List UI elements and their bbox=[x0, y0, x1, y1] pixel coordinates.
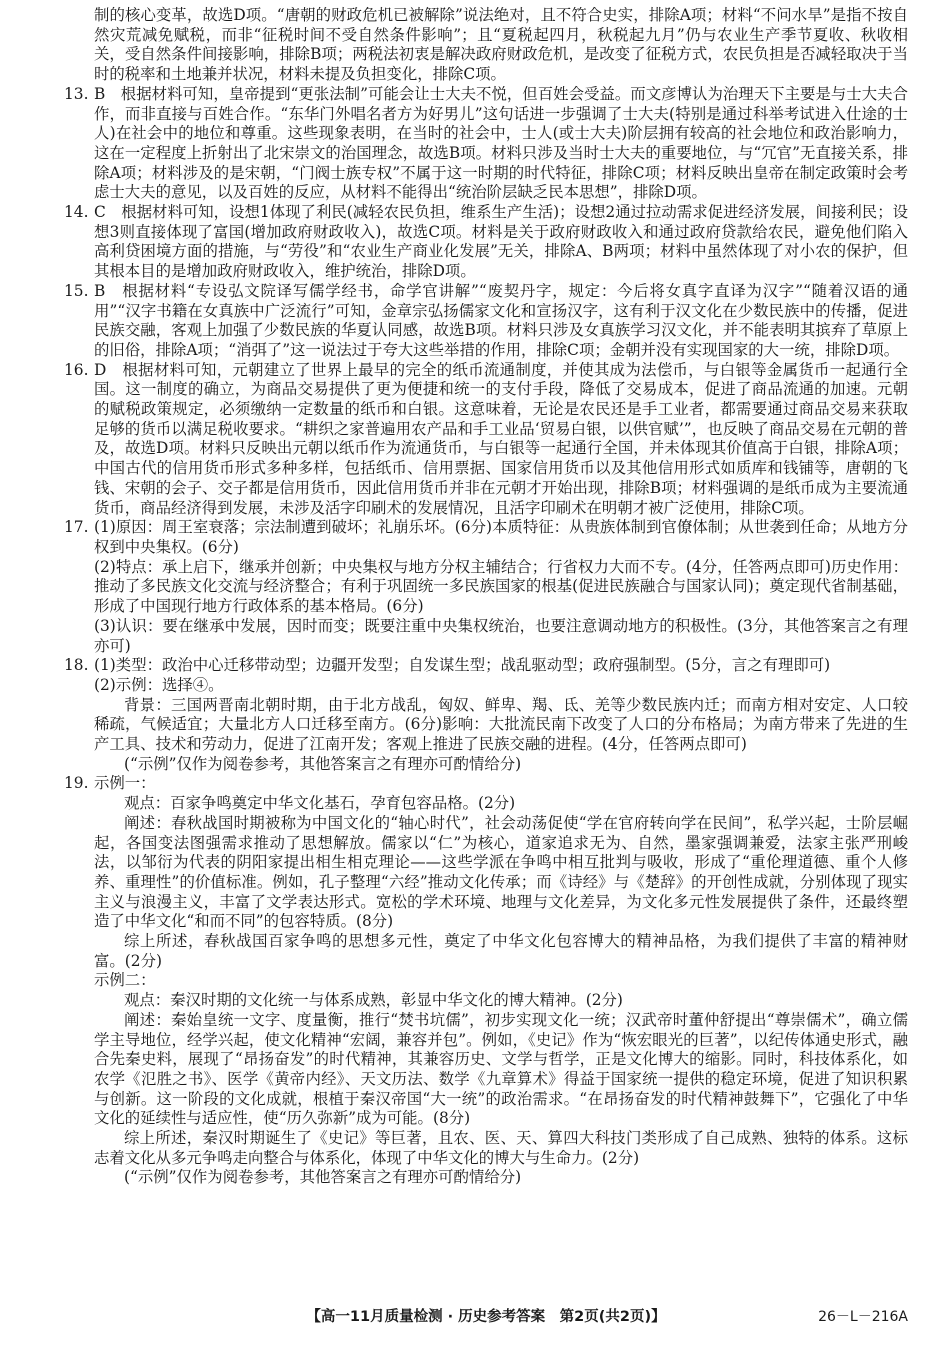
answer-paragraph bbox=[64, 1168, 908, 1188]
answer-paragraph bbox=[64, 991, 908, 1011]
question-number: 13. bbox=[64, 84, 89, 103]
answer-item bbox=[64, 85, 908, 203]
paragraph-text: (2)特点：承上启下，继承并创新；中央集权与地方分权主辅结合；行省权力大而不专。(4分，任答两点即可)历史作用：推动了多民族文化交流与经济整合；有利于巩固统一多民族国家的根基(促进民族融合与国家认同)；奠定现代省制基础，形成了中国现行地方行政体系的基本格局。(6分) bbox=[94, 557, 908, 616]
paragraph-text: 阐述：秦始皇统一文字、度量衡，推行“焚书坑儒”，初步实现文化一统；汉武帝时董仲舒提出“尊崇儒术”，确立儒学主导地位，经学兴起，使文化精神“宏阔，兼容并包”。例如，《史记》作为“恢宏眼光的巨著”，以纪传体通史形式，融合先秦史料，展现了“昂扬奋发”的时代精神，其兼容历史、文学与哲学，正是文化博大的缩影。同时，科技体系化，如农学《氾胜之书》、医学《黄帝内经》、天文历法、数学《九章算术》得益于国家统一提供的稳定环境，促进了知识积累与创新。这一阶段的文化成就，根植于秦汉帝国“大一统”的政治需求。“在昂扬奋发的时代精神鼓舞下”，它强化了中华文化的延续性与适应性，使“历久弥新”成为可能。(8分) bbox=[94, 1010, 908, 1128]
answer-paragraph bbox=[64, 794, 908, 814]
answer-paragraph bbox=[64, 6, 908, 85]
answer-paragraph bbox=[64, 558, 908, 617]
paragraph-text: 观点：百家争鸣奠定中华文化基石，孕育包容品格。(2分) bbox=[124, 794, 516, 813]
paragraph-text: B 根据材料“专设弘文院译写儒学经书，命学官讲解”“废契丹字，规定：今后将女真字直译为汉字”“随着汉语的通用”“汉字书籍在女真族中广泛流行”可知，金章宗弘扬儒家文化和宣扬汉字，这有利于汉文化在少数民族中的传播，促进民族交融，客观上加强了少数民族的华夏认同感，故选B项。材料只涉及女真族学习汉文化，并不能表明其摈弃了草原上的旧俗，排除A项；“消弭了”这一说法过于夸大这些举措的作用，排除C项；金朝并没有实现国家的大一统，排除D项。 bbox=[94, 281, 908, 359]
answer-paragraph bbox=[64, 755, 908, 775]
paragraph-text: 综上所述，春秋战国百家争鸣的思想多元性，奠定了中华文化包容博大的精神品格，为我们提供了丰富的精神财富。(2分) bbox=[94, 932, 908, 970]
question-number: 15. bbox=[64, 281, 89, 300]
document-code: 26－L－216A bbox=[818, 1309, 908, 1325]
paragraph-text: 制的核心变革，故选D项。“唐朝的财政危机已被解除”说法绝对，且不符合史实，排除A项；材料“不问水旱”是指不按自然灾荒减免赋税，而非“征税时间不受自然条件影响”；且“夏税起四月，秋税起九月”仍与农业生产季节夏收、秋收相关，受自然条件间接影响，排除B项；两税法初衷是解决政府财政危机，是改变了征税方式，农民负担是否减轻取决于当时的税率和土地兼并状况，材料未提及负担变化，排除C项。 bbox=[94, 6, 908, 84]
answer-paragraph bbox=[64, 1129, 908, 1168]
paragraph-text: (2)示例：选择④。 bbox=[94, 675, 224, 694]
answer-item bbox=[64, 282, 908, 361]
paragraph-text: B 根据材料可知，皇帝提到“更张法制”可能会让士大夫不悦，但百姓会受益。而文彦博认为治理天下主要是与士大夫合作，而非直接与百姓合作。“东华门外唱名者方为好男儿”这句话进一步强调了士大夫(特别是通过科举考试进入仕途的士人)在社会中的地位和尊重。这些现象表明，在当时的社会中，士人(或士大夫)阶层拥有较高的社会地位和政治影响力，这在一定程度上折射出了北宋崇文的治国理念，故选B项。材料只涉及当时士大夫的重要地位，与“冗官”无直接关系，排除A项；材料涉及的是宋朝，“门阀士族专权”不属于这一时期的时代特征，排除C项；材料反映出皇帝在制定政策时会考虑士大夫的意见，以及百姓的反应，从材料不能得出“统治阶层缺乏民本思想”，排除D项。 bbox=[94, 84, 908, 202]
answer-paragraph bbox=[64, 696, 908, 755]
paragraph-text: D 根据材料可知，元朝建立了世界上最早的完全的纸币流通制度，并使其成为法偿币，与白银等金属货币一起通行全国。这一制度的确立，为商品交易提供了更为便捷和统一的支付手段，降低了交易成本，促进了商品流通的加速。元朝的赋税政策规定，必须缴纳一定数量的纸币和白银。这意味着，无论是农民还是手工业者，都需要通过商品交易来获取足够的货币以满足税收要求。“耕织之家普遍用农产品和手工业品‘贸易白银，以供官赋’”，也反映了商品交易在元朝的普及，故选D项。材料只反映出元朝以纸币作为流通货币，与白银等一起通行全国，并未体现其价值高于白银，排除A项；中国古代的信用货币形式多种多样，包括纸币、信用票据、国家信用货币以及其他信用形式如质库和钱铺等，唐朝的飞钱、宋朝的会子、交子都是信用货币，因此信用货币并非在元朝才开始出现，排除B项；材料强调的是纸币成为主要流通货币，商品经济得到发展，未涉及活字印刷术的发展情况，且活字印刷术在明朝才被广泛使用，排除C项。 bbox=[94, 360, 908, 517]
answer-paragraph bbox=[64, 676, 908, 696]
question-number: 19. bbox=[64, 774, 89, 793]
answer-item bbox=[64, 656, 908, 676]
question-number: 16. bbox=[64, 360, 89, 379]
answer-paragraph bbox=[64, 617, 908, 656]
answer-paragraph bbox=[64, 814, 908, 932]
answer-item bbox=[64, 518, 908, 557]
answer-paragraph bbox=[64, 932, 908, 971]
answer-paragraph bbox=[64, 971, 908, 991]
paragraph-text: (3)认识：要在继承中发展，因时而变；既要注重中央集权统治，也要注意调动地方的积极性。(3分，其他答案言之有理亦可) bbox=[94, 616, 908, 655]
paragraph-text: (1)原因：周王室衰落；宗法制遭到破坏；礼崩乐坏。(6分)本质特征：从贵族体制到官僚体制；从世袭到任命；从地方分权到中央集权。(6分) bbox=[94, 518, 908, 556]
footer-title: 【高一11月质量检测 · 历史参考答案 第2页(共2页)】 bbox=[306, 1309, 666, 1325]
answer-item bbox=[64, 361, 908, 519]
paragraph-text: 阐述：春秋战国时期被称为中国文化的“轴心时代”，社会动荡促使“学在官府转向学在民间”，私学兴起，士阶层崛起，各国变法图强需求推动了思想解放。儒家以“仁”为核心，道家追求无为、自然，墨家强调兼爱，法家主张严刑峻法，以邹衍为代表的阴阳家提出相生相克理论——这些学派在争鸣中相互批判与吸收，形成了“重伦理道德、重个人修养、重理性”的价值标准。例如，孔子整理“六经”推动文化传承；而《诗经》与《楚辞》的开创性成就，分别体现了现实主义与浪漫主义，丰富了文学表达形式。宽松的学术环境、地理与文化差异，为文化多元性发展提供了条件，还最终塑造了中华文化“和而不同”的包容特质。(8分) bbox=[94, 813, 908, 931]
paragraph-text: 示例二： bbox=[94, 971, 156, 990]
question-number: 14. bbox=[64, 203, 89, 222]
paragraph-text: 观点：秦汉时期的文化统一与体系成熟，彰显中华文化的博大精神。(2分) bbox=[124, 991, 623, 1010]
question-number: 18. bbox=[64, 656, 89, 675]
answer-paragraph bbox=[64, 1011, 908, 1129]
answer-content bbox=[64, 6, 908, 1188]
page-footer bbox=[64, 1306, 908, 1328]
paragraph-text: (“示例”仅作为阅卷参考，其他答案言之有理亦可酌情给分) bbox=[124, 1168, 522, 1187]
paragraph-text: (1)类型：政治中心迁移带动型；边疆开发型；自发谋生型；战乱驱动型；政府强制型。(5分，言之有理即可) bbox=[94, 656, 831, 675]
paragraph-text: 背景：三国两晋南北朝时期，由于北方战乱，匈奴、鲜卑、羯、氐、羌等少数民族内迁；而南方相对安定、人口较稀疏，气候适宜；大量北方人口迁移至南方。(6分)影响：大批流民南下改变了人口的分布格局；为南方带来了先进的生产工具、技术和劳动力，促进了江南开发；客观上推进了民族交融的进程。(4分，任答两点即可) bbox=[94, 695, 908, 754]
paragraph-text: C 根据材料可知，设想1体现了利民(减轻农民负担，维系生产生活)；设想2通过拉动需求促进经济发展，间接利民；设想3则直接体现了富国(增加政府财政收入)，故选C项。材料是关于政府财政收入和通过政府贷款给农民，避免他们陷入高利贷困境方面的措施，与“劳役”和“农业生产商业化发展”无关，排除A、B两项；材料中虽然体现了对小农的保护，但其根本目的是增加政府财政收入，维护统治，排除D项。 bbox=[94, 203, 908, 281]
paragraph-text: 综上所述，秦汉时期诞生了《史记》等巨著，且农、医、天、算四大科技门类形成了自己成熟、独特的体系。这标志着文化从多元争鸣走向整合与体系化，体现了中华文化的博大与生命力。(2分) bbox=[94, 1129, 908, 1167]
answer-item bbox=[64, 774, 908, 794]
paragraph-text: 示例一： bbox=[94, 774, 156, 793]
paragraph-text: (“示例”仅作为阅卷参考，其他答案言之有理亦可酌情给分) bbox=[124, 754, 522, 773]
answer-item bbox=[64, 203, 908, 282]
question-number: 17. bbox=[64, 518, 89, 537]
